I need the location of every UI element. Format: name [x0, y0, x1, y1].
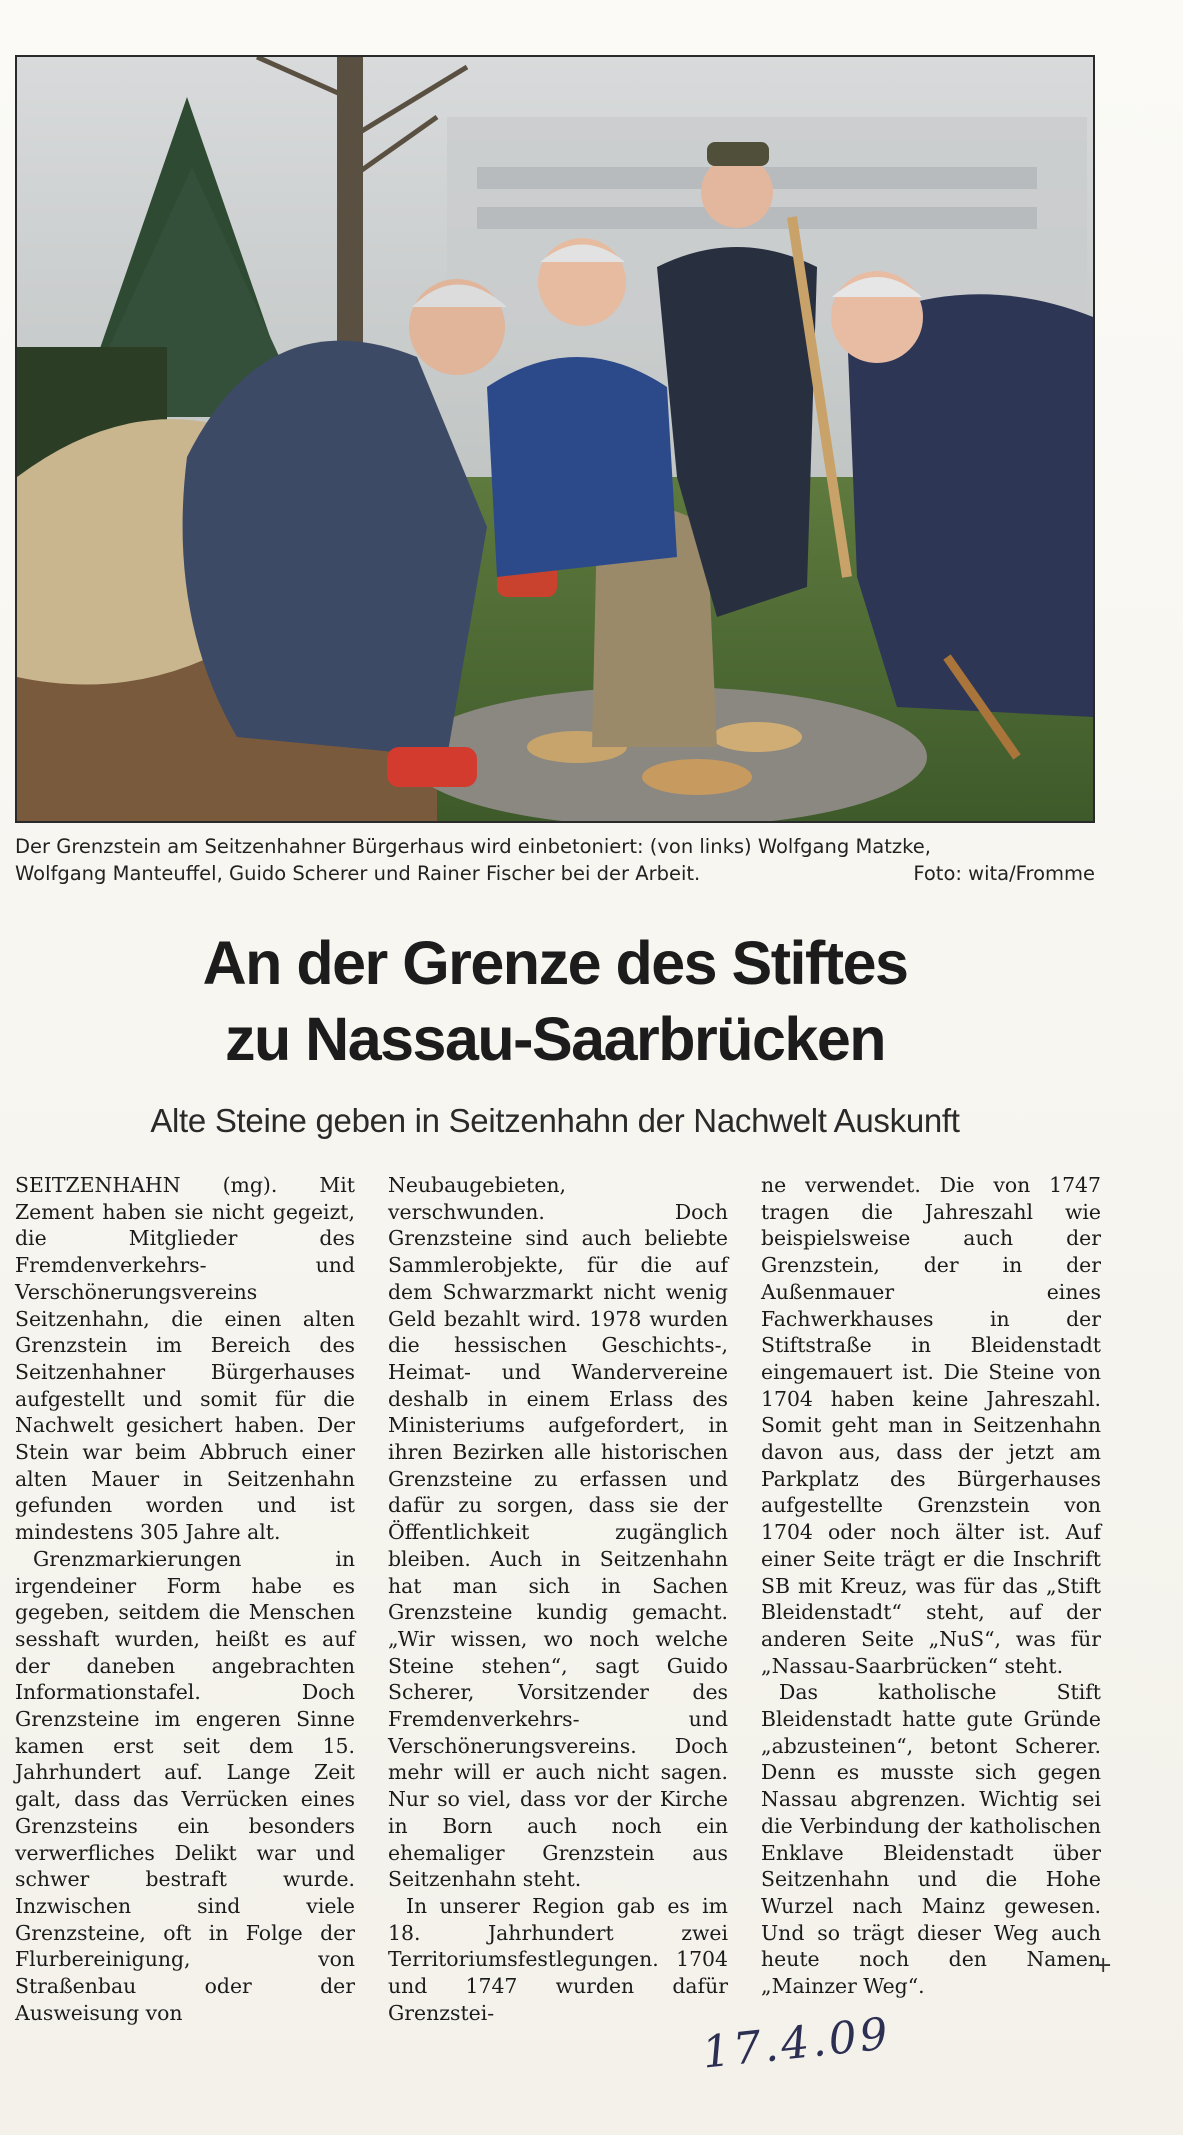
- paragraph: Grenzmarkierungen in irgendeiner Form habe es gegeben, seitdem die Menschen sesshaft wurden, heißt es auf der daneben angebrachten Informationstafel. Doch Grenzsteine im engeren Sinne kamen erst seit dem 15. Jahrhundert auf. Lange Zeit galt, dass das Verrücken eines Grenzsteins ein besonders verwerfliches Delikt war und schwer bestraft wurde. Inzwischen sind viele Grenzsteine, oft in Folge der Flurbereinigung, von Straßenbau oder der Ausweisung von: [15, 1546, 355, 2025]
- caption-line-2: Wolfgang Manteuffel, Guido Scherer und Rainer Fischer bei der Arbeit.: [15, 862, 701, 885]
- article-body: [15, 1172, 1101, 2025]
- paragraph: Neubaugebieten, verschwunden. Doch Grenzsteine sind auch beliebte Sammlerobjekte, für die auf dem Schwarzmarkt nicht wenig Geld bezahlt wird. 1978 wurden die hessischen Geschichts-, Heimat- und Wandervereine deshalb in einem Erlass des Ministeriums aufgefordert, in ihren Bezirken alle historischen Grenzsteine zu erfassen und dafür zu sorgen, dass sie der Öffentlichkeit zugänglich bleiben. Auch in Seitzenhahn hat man sich in Sachen Grenzsteine kundig gemacht. „Wir wissen, wo noch welche Steine stehen“, sagt Guido Scherer, Vorsitzender des Fremdenverkehrs- und Verschönerungsvereins. Doch mehr will er auch nicht sagen. Nur so viel, dass vor der Kirche in Born auch noch ein ehemaliger Grenzstein aus Seitzenhahn steht.: [388, 1173, 728, 1892]
- paragraph: ne verwendet. Die von 1747 tragen die Jahreszahl wie beispielsweise auch der Grenzstein, der in der Außenmauer eines Fachwerkhauses in der Stiftstraße in Bleidenstadt eingemauert ist. Die Steine von 1704 haben keine Jahreszahl. Somit geht man in Seitzenhahn davon aus, dass der jetzt am Parkplatz des Bürgerhauses aufgestellte Grenzstein von 1704 oder noch älter ist. Auf einer Seite trägt er die Inschrift SB mit Kreuz, was für das „Stift Bleidenstadt“ steht, auf der anderen Seite „NuS“, was für „Nassau-Saarbrücken“ steht.: [761, 1173, 1101, 1678]
- column-2: [388, 1172, 728, 2027]
- paragraph: Das katholische Stift Bleidenstadt hatte gute Gründe „abzusteinen“, betont Scherer. Denn es musste sich gegen Nassau abgrenzen. Wichtig sei die Verbindung der katholischen Enklave Bleidenstadt über Seitzenhahn und die Hohe Wurzel nach Mainz gewesen. Und so trägt dieser Weg auch heute noch den Namen „Mainzer Weg“.: [761, 1680, 1101, 1999]
- headline-line-2: zu Nassau-Saarbrücken: [224, 1005, 886, 1073]
- article-subheadline: Alte Steine geben in Seitzenhahn der Nachwelt Auskunft: [150, 1102, 960, 1139]
- headline-line-1: An der Grenze des Stiftes: [202, 929, 908, 997]
- article-headline: [40, 925, 1070, 1077]
- paragraph: In unserer Region gab es im 18. Jahrhundert zwei Territoriumsfestlegungen. 1704 und 1747 wurden dafür Grenzstei-: [388, 1893, 728, 2025]
- handwritten-date: 17.4.09: [699, 2008, 894, 2079]
- photo-credit: Foto: wita/Fromme: [913, 862, 1095, 885]
- plus-mark: +: [1094, 1953, 1113, 1978]
- column-1: [15, 1172, 355, 2027]
- article-photo: [15, 55, 1095, 823]
- caption-line-1: Der Grenzstein am Seitzenhahner Bürgerhaus wird einbetoniert: (von links) Wolfgang Matzke,: [15, 835, 931, 858]
- paragraph: SEITZENHAHN (mg). Mit Zement haben sie nicht gegeizt, die Mitglieder des Fremdenverkehrs- und Verschönerungsvereins Seitzenhahn, die einen alten Grenzstein im Bereich des Seitzenhahner Bürgerhauses aufgestellt und somit für die Nachwelt gesichert haben. Der Stein war beim Abbruch einer alten Mauer in Seitzenhahn gefunden worden und ist mindestens 305 Jahre alt.: [15, 1173, 355, 1545]
- photo-illustration: [17, 57, 1093, 821]
- column-3: [761, 1172, 1101, 2000]
- caption-line-2-row: [15, 860, 1095, 887]
- photo-caption: [15, 833, 1095, 887]
